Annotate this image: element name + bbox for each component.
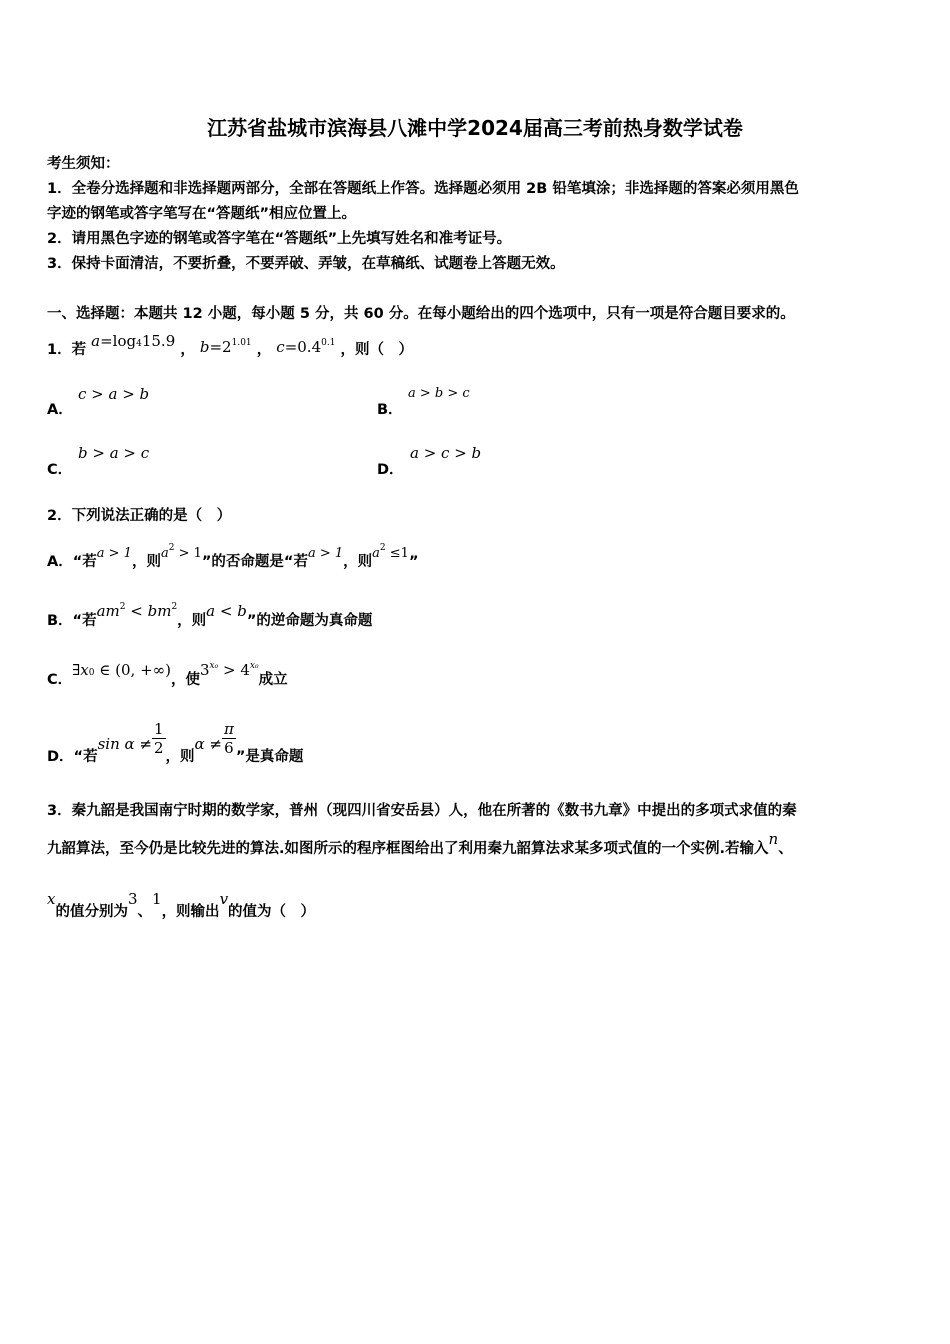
q2-a-gt1: > 1 (174, 546, 202, 561)
q3-dun: 、 (778, 841, 793, 857)
notice-heading: 考生须知： (47, 156, 120, 172)
q3-x: x (47, 890, 56, 908)
q2-b-lt: < bm (125, 602, 172, 620)
q2-a-mid: ”的否命题是“若 (201, 554, 308, 570)
q2-d-label: D．“若 (47, 748, 98, 765)
q2-a-then: ，则 (131, 554, 161, 570)
q2-d-num2: π (223, 720, 234, 738)
q2-c-x0: x₀ (209, 661, 219, 671)
q1-a-arg: 15.9 (141, 332, 176, 350)
q2-a-sq2: 2 (379, 543, 386, 553)
q1-prefix: 1．若 (47, 342, 87, 358)
page-title: 江苏省盐城市滨海县八滩中学2024届高三考前热身数学试卷 (207, 116, 743, 140)
section-heading: 一、选择题：本题共 12 小题，每小题 5 分，共 60 分。在每小题给出的四个选项中，只有一项是符合题目要求的。 (47, 306, 795, 322)
q2-d-sin: sin α ≠ (97, 734, 152, 753)
q2-c-exists: ∃x (72, 661, 89, 679)
q1-b-eq: =2 (209, 338, 232, 356)
q2-b-sq2: 2 (171, 602, 178, 612)
q3-n: n (768, 830, 779, 848)
q1-option-a-label: A． (47, 402, 73, 418)
q2-d-num1: 1 (153, 720, 164, 738)
q1-option-d-label: D． (377, 462, 404, 478)
q1-sep-1: ， (180, 342, 195, 358)
question-2-stem: 2．下列说法正确的是（ ） (47, 508, 232, 524)
q2-c-end: 成立 (258, 672, 288, 688)
q3-v: v (219, 890, 229, 908)
notice-line-2: 2．请用黑色字迹的钢笔或答字笔在“答题纸”上先填写姓名和准考证号。 (47, 231, 512, 247)
q2-d-frac-pi6 (222, 720, 236, 757)
q1-option-a-expr: c > a > b (78, 385, 150, 403)
q2-b-sq: 2 (119, 602, 126, 612)
question-1-stem (47, 332, 414, 359)
q2-c-sub0: 0 (88, 668, 95, 678)
q3-three: 3 (127, 890, 138, 908)
question-3-line-2 (47, 830, 793, 858)
q1-c-var: c (276, 338, 285, 356)
q2-option-c (47, 661, 288, 689)
q2-a-a2: a (372, 546, 380, 561)
q2-b-then: ，则 (177, 613, 207, 629)
q3-sep: 、 (137, 904, 153, 920)
notice-line-1a: 1．全卷分选择题和非选择题两部分，全部在答题纸上作答。选择题必须用 2B 铅笔填涂；非选择题的答案必须用黑色 (47, 181, 799, 197)
q1-a-var: a (91, 332, 101, 350)
q2-d-alpha: α ≠ (194, 734, 222, 753)
q1-suffix: ，则（ ） (340, 342, 414, 358)
q3-line-2-text: 九韶算法，至今仍是比较先进的算法.如图所示的程序框图给出了利用秦九韶算法求某多项式值的一个实例.若输入 (47, 841, 769, 857)
notice-line-3: 3．保持卡面清洁，不要折叠，不要弄破、弄皱，在草稿纸、试题卷上答题无效。 (47, 256, 565, 272)
q2-d-frac-half (152, 720, 166, 757)
q1-c-eq: =0.4 (284, 338, 322, 356)
q2-b-end: ”的逆命题为真命题 (246, 613, 373, 629)
q1-a-eq: =log (100, 332, 137, 350)
q2-option-d (47, 720, 304, 765)
question-3-line-3 (47, 890, 316, 921)
q3-vals: 的值分别为 (55, 904, 128, 920)
q2-a-cond: a > 1 (96, 546, 132, 561)
question-3-line-1: 3．秦九韶是我国南宁时期的数学家，普州（现四川省安岳县）人，他在所著的《数书九章》中提出的多项式求值的秦 (47, 803, 797, 819)
q2-d-den2: 6 (224, 739, 234, 757)
q2-b-label: B．“若 (47, 613, 97, 629)
q1-option-c-label: C． (47, 462, 73, 478)
q1-b-var: b (199, 338, 210, 356)
q2-b-cond: a < b (206, 602, 247, 620)
q2-c-in: ∈ (0, +∞) (94, 661, 171, 679)
q2-a-le1: ≤1 (385, 546, 409, 561)
q2-a-then2: ，则 (343, 554, 373, 570)
q1-c-exp: 0.1 (321, 338, 336, 348)
q1-option-d-expr: a > c > b (410, 444, 482, 462)
q2-c-label: C． (47, 672, 73, 688)
q2-a-a: a (160, 546, 169, 561)
q2-option-b (47, 602, 373, 630)
q2-a-cond2: a > 1 (307, 546, 344, 561)
q2-c-gt4: > 4 (218, 661, 250, 679)
q2-c-mid: ，使 (171, 672, 200, 688)
q1-option-b-expr: a > b > c (408, 386, 470, 401)
q1-option-c-expr: b > a > c (78, 444, 150, 462)
q2-d-end: ”是真命题 (235, 748, 304, 765)
q1-b-exp: 1.01 (231, 338, 252, 348)
q2-d-then: ，则 (165, 748, 195, 765)
q1-sep-2: ， (256, 342, 272, 358)
q1-option-b-label: B． (377, 402, 403, 418)
q2-a-sq: 2 (168, 543, 175, 553)
q2-a-label: A．“若 (47, 554, 97, 570)
q2-c-x0b: x₀ (249, 661, 259, 671)
q2-c-3: 3 (200, 661, 210, 679)
q2-b-am: am (96, 602, 120, 620)
q3-end: 的值为（ ） (228, 904, 316, 920)
q2-option-a (47, 543, 419, 571)
q3-one: 1 (152, 890, 162, 908)
notice-line-1b: 字迹的钢笔或答字笔写在“答题纸”相应位置上。 (47, 206, 357, 222)
q3-then: ，则输出 (161, 904, 220, 920)
q1-a-base: 4 (136, 339, 142, 349)
q2-a-end: ” (408, 554, 419, 570)
q2-d-den1: 2 (153, 739, 164, 757)
